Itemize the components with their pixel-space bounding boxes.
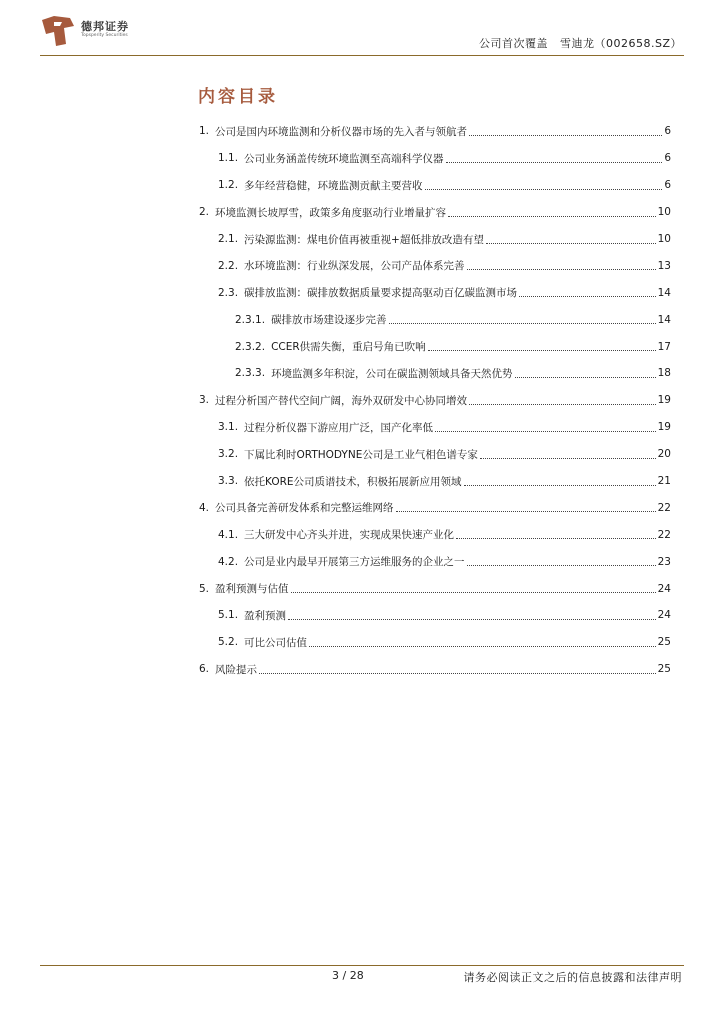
toc-leader-dots	[288, 619, 656, 620]
toc-leader-dots	[428, 350, 656, 351]
toc-entry-number: 1.1.	[218, 152, 239, 165]
toc-entry-title: 三大研发中心齐头并进，实现成果快速产业化	[244, 529, 455, 542]
toc-entry[interactable]	[199, 199, 671, 226]
disclaimer-note: 请务必阅读正文之后的信息披露和法律声明	[463, 971, 682, 984]
toc-entry-number: 1.2.	[218, 179, 239, 192]
toc-entry-title: 风险提示	[215, 663, 258, 676]
page-indicator: 3 / 28	[332, 969, 364, 982]
toc-entry[interactable]	[199, 656, 671, 683]
toc-entry-page: 19	[657, 421, 671, 434]
toc-leader-dots	[486, 243, 656, 244]
toc-entry-number: 2.3.3.	[235, 367, 266, 380]
toc-entry-title: 依托KORE公司质谱技术，积极拓展新应用领域	[244, 475, 462, 488]
toc-leader-dots	[467, 565, 656, 566]
toc-entry-title: 公司业务涵盖传统环境监测至高端科学仪器	[244, 152, 444, 165]
toc-entry-number: 2.3.	[218, 286, 239, 299]
toc-leader-dots	[467, 269, 656, 270]
toc-leader-dots	[448, 216, 656, 217]
report-type: 公司首次覆盖	[478, 37, 548, 50]
brand-logo	[40, 14, 170, 50]
company-code: 雪迪龙（002658.SZ）	[559, 37, 682, 50]
toc-entry[interactable]	[199, 252, 671, 279]
toc-entry-number: 2.1.	[218, 233, 239, 245]
toc-entry-page: 13	[657, 259, 671, 272]
toc-entry[interactable]	[199, 468, 671, 495]
toc-entry-number: 3.3.	[218, 475, 239, 488]
brand-subtitle: Topsperity Securities	[81, 33, 128, 38]
toc-leader-dots	[464, 485, 656, 486]
toc-entry-title: 盈利预测	[244, 609, 287, 622]
toc-entry-page: 22	[657, 501, 671, 514]
toc-entry[interactable]	[199, 360, 671, 387]
toc-leader-dots	[456, 538, 656, 539]
toc-entry-number: 4.	[199, 501, 210, 514]
report-header	[479, 35, 682, 51]
toc-entry-title: 碳排放监测：碳排放数据质量要求提高驱动百亿碳监测市场	[244, 287, 518, 300]
brand-name: 德邦证券	[81, 20, 129, 33]
toc-entry[interactable]	[199, 441, 671, 468]
toc-entry[interactable]	[199, 172, 671, 199]
toc-entry-number: 3.	[199, 394, 210, 407]
toc-entry-page: 24	[657, 609, 671, 622]
toc-entry[interactable]	[199, 333, 671, 360]
toc-entry-title: 公司是国内环境监测和分析仪器市场的先入者与领航者	[215, 125, 468, 138]
toc-entry-title: 公司具备完善研发体系和完整运维网络	[215, 502, 394, 515]
toc-entry-number: 2.3.1.	[235, 313, 266, 326]
brand-logo-icon	[40, 14, 76, 48]
toc-entry-page: 24	[657, 582, 671, 595]
toc-entry[interactable]	[199, 521, 671, 548]
toc-entry-title: 下属比利时ORTHODYNE公司是工业气相色谱专家	[244, 448, 478, 461]
toc-entry-page: 14	[657, 286, 671, 299]
toc-entry-number: 5.	[199, 582, 210, 595]
toc-entry-number: 3.2.	[218, 448, 239, 461]
toc-entry[interactable]	[199, 226, 671, 253]
toc-leader-dots	[259, 673, 656, 674]
toc-entry-title: 过程分析仪器下游应用广泛，国产化率低	[244, 421, 434, 434]
toc-entry-number: 5.2.	[218, 636, 239, 649]
toc-entry-page: 10	[657, 206, 671, 219]
toc-leader-dots	[469, 404, 656, 405]
toc-entry-page: 14	[657, 313, 671, 326]
toc-entry-title: 盈利预测与估值	[215, 583, 289, 596]
toc-leader-dots	[469, 135, 662, 136]
toc-leader-dots	[309, 646, 656, 647]
toc-entry-number: 3.1.	[218, 421, 239, 434]
toc-entry-title: 环境监测长坡厚雪，政策多角度驱动行业增量扩容	[215, 206, 447, 219]
toc-entry-number: 2.3.2.	[235, 340, 266, 353]
toc-entry-number: 1.	[199, 125, 210, 138]
toc-entry-number: 6.	[199, 663, 210, 676]
toc-entry-page: 23	[657, 555, 671, 568]
toc-entry-page: 22	[657, 528, 671, 541]
toc-entry-title: 碳排放市场建设逐步完善	[271, 314, 387, 327]
toc-entry[interactable]	[199, 118, 671, 145]
toc-entry-title: 过程分析国产替代空间广阔，海外双研发中心协同增效	[215, 394, 468, 407]
header-divider	[40, 55, 684, 56]
toc-entry-number: 2.	[199, 206, 210, 219]
toc-entry-title: 污染源监测：煤电价值再被重视+超低排放改造有望	[244, 233, 484, 246]
toc-entry[interactable]	[199, 306, 671, 333]
toc-entry-page: 21	[657, 475, 671, 488]
toc-entry-page: 19	[657, 394, 671, 407]
toc-leader-dots	[446, 162, 663, 163]
toc-entry-page: 25	[657, 663, 671, 676]
toc-leader-dots	[480, 458, 656, 459]
toc-entry[interactable]	[199, 629, 671, 656]
toc-leader-dots	[389, 323, 656, 324]
toc-entry-number: 2.2.	[218, 259, 239, 272]
footer-divider	[40, 965, 684, 966]
toc-entry-page: 20	[657, 448, 671, 461]
toc-entry-title: 多年经营稳健，环境监测贡献主要营收	[244, 179, 423, 192]
toc-entry-page: 17	[657, 340, 671, 353]
toc-entry[interactable]	[199, 494, 671, 521]
toc-leader-dots	[435, 431, 656, 432]
toc-entry-page: 6	[664, 179, 671, 192]
toc-entry-page: 6	[664, 152, 671, 165]
table-of-contents	[199, 118, 671, 683]
toc-entry[interactable]	[199, 575, 671, 602]
toc-entry-title: CCER供需失衡，重启号角已吹响	[271, 341, 426, 354]
toc-entry-title: 环境监测多年积淀，公司在碳监测领域具备天然优势	[271, 367, 513, 380]
toc-entry-title: 可比公司估值	[244, 636, 308, 649]
toc-entry-page: 6	[664, 125, 671, 138]
toc-entry[interactable]	[199, 279, 671, 306]
toc-leader-dots	[291, 592, 656, 593]
toc-leader-dots	[396, 511, 656, 512]
toc-entry[interactable]	[199, 602, 671, 629]
toc-entry[interactable]	[199, 387, 671, 414]
toc-leader-dots	[519, 296, 656, 297]
toc-entry-page: 10	[657, 233, 671, 245]
toc-entry[interactable]	[199, 145, 671, 172]
toc-entry-number: 4.2.	[218, 555, 239, 568]
toc-title: 内容目录	[198, 87, 278, 107]
toc-entry-title: 公司是业内最早开展第三方运维服务的企业之一	[244, 556, 465, 569]
toc-leader-dots	[515, 377, 656, 378]
toc-entry-page: 25	[657, 636, 671, 649]
toc-leader-dots	[425, 189, 663, 190]
toc-entry[interactable]	[199, 414, 671, 441]
toc-entry-page: 18	[657, 367, 671, 380]
toc-entry-title: 水环境监测：行业纵深发展，公司产品体系完善	[244, 260, 465, 273]
toc-entry-number: 5.1.	[218, 609, 239, 622]
toc-entry-number: 4.1.	[218, 528, 239, 541]
toc-entry[interactable]	[199, 548, 671, 575]
